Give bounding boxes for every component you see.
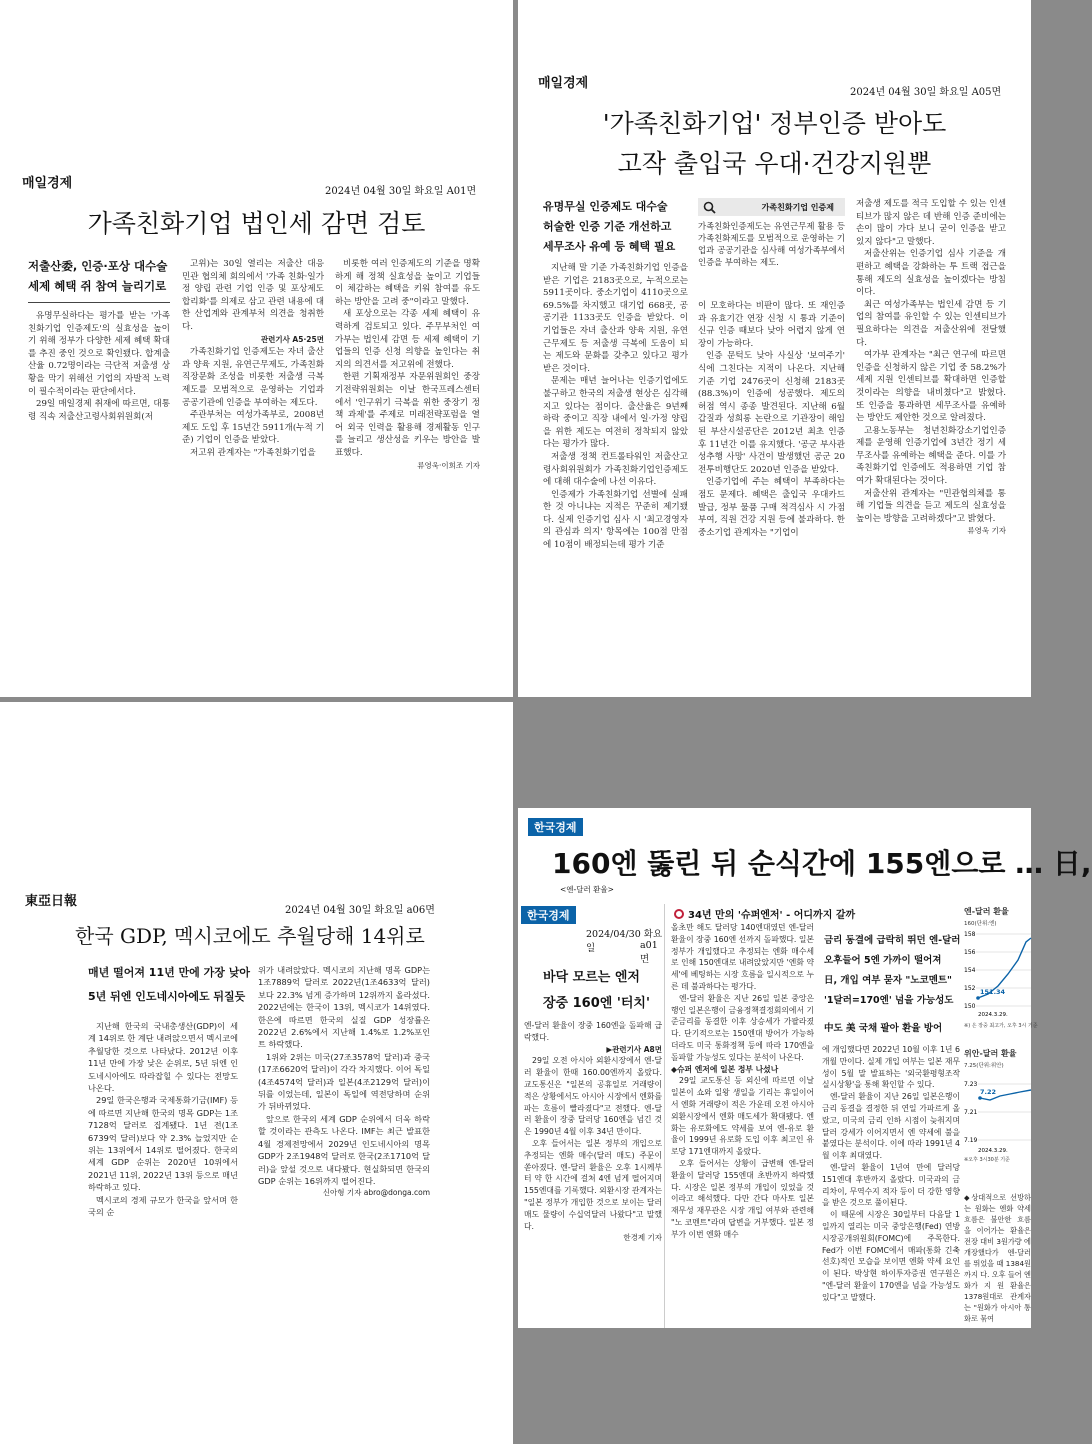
headline: 가족친화기업 법인세 감면 검토 — [87, 209, 426, 238]
info-box-title: 가족친화기업 인증제 — [761, 202, 834, 212]
line-chart — [964, 1072, 1031, 1162]
info-box-body — [698, 220, 845, 268]
subheadline: 장중 160엔 '터치' — [543, 996, 650, 1011]
paragraph: 지난해 말 기준 가족친화기업 인증을 받은 기업은 2183곳으로, 누적으로는 5911곳이다. 중소기업이 4110곳으로 69.5%를 차지했고 대기업 668곳, 공공기관 1133곳도 인증을 받았다. 이 기업들은 자녀 출산과 양육 지원, 유연근무제도 등 저출생 극복에 도움이 되는 제도와 문화를 갖추고 있다고 평가받은 것이다. — [543, 263, 688, 374]
paragraph: 엔-달러 환율이 1년여 만에 달러당 151엔대 후반까지 올랐다. 미국과의 금리차이, 무역수지 적자 등이 더 강한 영향을 받은 것으로 풀이된다. — [822, 1162, 960, 1208]
paragraph: 오후 들어서는 일본 정부의 개입으로 추정되는 엔화 매수(달러 매도) 주문이 쏟아졌다. 엔-달러 환율은 오후 1시께부터 약 한 시간에 걸쳐 4엔 넘게 떨어지며 155엔대를 기록했다. 외환시장 관계자는 "일본 정부가 개입한 것으로 보이는 달러 매도 물량이 수십억달러 나왔다"고 말했다. — [524, 1138, 662, 1231]
article-column — [524, 1020, 662, 1270]
paragraph: 고위)는 30일 열리는 저출산 대응 민관 협의체 회의에서 '가족 친화·일가정 양립 관련 기업 인증 및 포상제도 합리화'를 의제로 삼고 관련 내용에 대한 산업계와 관계부처 의견을 청취한다. — [182, 259, 324, 332]
section-title-text: 34년 만의 '슈퍼엔저' - 어디까지 갈까 — [688, 910, 856, 921]
section-title — [674, 906, 855, 921]
paragraph: 29일 매일경제 취재에 따르면, 대통령 직속 저출산고령사회위원회(저 — [28, 399, 170, 422]
paragraph: 한편 기획재정부 자문위원회인 중장기전략위원회는 이날 한국프레스센터에서 '인구위기 극복을 위한 중장기 정책 과제'를 주제로 미래전략포럼을 열어 외국 인력을 활용해 경제활동 인구를 늘리고 생산성을 키우는 방안을 발표했다. — [335, 372, 480, 458]
paragraph: 주관부처는 여성가족부로, 2008년 제도 도입 후 15년간 5911개(누적 기준) 기업이 인증을 받았다. — [182, 410, 324, 446]
article-column — [543, 262, 688, 574]
x-axis-label: 2024.3.29. — [978, 1148, 1008, 1154]
paragraph: 이 모호하다는 비판이 많다. 또 재인증 과 유효기간 연장 신청 시 통과 기준이 신규 인증 때보다 낮아 어렵지 않게 연장이 가능하다. — [698, 301, 845, 349]
subheadline: 日, 개입 여부 묻자 "노코멘트" — [824, 975, 953, 986]
tick-label: 150 — [964, 1003, 976, 1010]
paragraph: 저출생 제도를 적극 도입할 수 있는 인센티브가 많지 않은 데 반해 인증 준비에는 손이 많이 가다 보니 굳이 인증을 받고 있지 않다"고 말했다. — [856, 199, 1006, 247]
tick-label: 7.19 — [964, 1137, 978, 1144]
subheadline: 바닥 모르는 엔저 — [543, 970, 640, 985]
paragraph: 엔-달러 환율은 지난 26일 일본 중앙은행인 일본은행이 금융정책결정회의에서 기준금리를 동결한 이후 상승세가 가팔라졌다. 단기적으로는 150엔대 방어가 가능하더라도 미국 통화정책 등에 따라 170엔을 돌파할 가능성도 있다는 분석이 나온다. — [671, 993, 815, 1062]
article-page-2 — [518, 0, 1031, 697]
paragraph: 여가부 관계자는 "최근 연구에 따르면 인증을 신청하지 않은 기업 중 58.2%가 세제 지원 인센티브를 확대하면 인증할 것이라는 의향을 내비쳤다"고 밝혔다. 또 인증을 통과하면 세무조사를 유예하는 방안도 제안한 것으로 알려졌다. — [856, 350, 1006, 424]
paragraph: 저고위 관계자는 "가족친화기업을 — [190, 447, 316, 458]
related-articles: ▶관련기사 A8면 — [606, 1044, 662, 1054]
headline: '가족친화기업' 정부인증 받아도 — [602, 109, 947, 138]
tick-label: 158 — [964, 931, 976, 938]
paragraph: 엔-달러 환율이 장중 160엔을 돌파해 급락했다. — [524, 1021, 662, 1042]
paragraph: 지난해 한국의 국내총생산(GDP)이 세계 14위로 한 계단 내려앉으면서 멕시코에 추월당한 것으로 나타났다. 2012년 이후 11년 만에 가장 낮은 순위로, 5년 뒤엔 인도네시아에도 따라잡힐 수 있다는 전망도 나온다. — [88, 1021, 238, 1094]
paragraph: 멕시코의 경제 규모가 한국을 앞서며 한국의 순 — [88, 1194, 238, 1218]
subheadline: 금리 동결에 급락히 뛰던 엔-달러 — [824, 935, 961, 946]
newspaper-logo: 매일경제 — [22, 176, 73, 191]
paragraph: 최근 여성가족부는 법인세 감면 등 기업의 참여를 유인할 수 있는 인센티브가 필요하다는 의견을 저출산위에 전달했다. — [856, 299, 1006, 348]
newspaper-logo: 東亞日報 — [25, 894, 78, 909]
paragraph: 이 때문에 시장은 30일부터 다음달 1일까지 열리는 미국 중앙은행(Fed) 연방시장공개위원회(FOMC)에 주목한다. Fed가 이번 FOMC에서 매파(통화 긴축 선호)적인 모습을 보이면 엔화 약세 요인이 된다. 박상현 하이투자증권 연구원은 "엔-달러 환율이 170엔을 넘을 가능성도 있다"고 말했다. — [822, 1210, 960, 1302]
article-column — [335, 258, 480, 478]
page-number: a01면 — [640, 940, 658, 965]
article-page-3 — [0, 702, 513, 1444]
subheadline: 세제 혜택 쥐 참여 늘리기로 — [28, 279, 167, 293]
data-label: 7.22 — [980, 1088, 997, 1096]
subheadline: 허술한 인증 기준 개선하고 — [543, 220, 672, 233]
chart-title: 엔-달러 환율 — [964, 907, 1009, 916]
chart-note: ※오후 3시30분 기준 — [964, 1157, 1010, 1163]
publication-date: 2024년 04월 30일 화요일 a06면 — [285, 905, 435, 916]
paragraph: 29일 교도통신 등 외신에 따르면 이날 일본이 쇼와 일왕 생일을 기리는 휴일이어서 엔화 거래량이 적은 가운데 오전 아시아 외환시장에서 엔화 매도세가 확대됐다. 엔화는 유로화에도 약세를 보여 엔-유로 환율이 1999년 유로화 도입 이후 최고인 유로당 171엔대까지 올랐다. — [671, 1076, 814, 1157]
byline: 류영욱·이희조 기자 — [417, 460, 480, 470]
info-box — [698, 198, 845, 290]
data-point — [976, 996, 980, 1000]
paragraph: 1위와 2위는 미국(27조3578억 달러)과 중국(17조6620억 달러)이 각각 차지했다. 이어 독일(4조4574억 달러)과 일본(4조2129억 달러)이 뒤를 이었는데, 일본이 독일에 역전당하며 순위가 뒤바뀌었다. — [258, 1051, 430, 1112]
subheadline: 세무조사 유예 등 혜택 필요 — [543, 240, 676, 253]
headline: 고작 출입국 우대·건강지원뿐 — [617, 149, 932, 178]
publication-date: 2024년 04월 30일 화요일 A05면 — [850, 87, 1002, 98]
paragraph: 앞으로 한국의 세계 GDP 순위에서 더욱 하락할 것이라는 관측도 나온다. IMF는 최근 발표한 4월 경제전망에서 2029년 인도네시아의 명목 GDP가 2조1948억 달러로 한국(2조1710억 달러)을 앞설 것으로 내다봤다. 현실화되면 한국의 GDP 순위는 16위까지 떨어진다. — [258, 1113, 430, 1186]
tick-label: 7.21 — [964, 1109, 978, 1116]
info-box-header — [698, 198, 845, 216]
sparkle-icon — [674, 909, 684, 919]
article-column — [258, 964, 430, 1234]
paragraph: 비롯한 여러 인증제도의 기준을 명확하게 해 정책 실효성을 높이고 기업들이 체감하는 혜택을 키워 참여를 유도하는 방안을 고려 중"이라고 말했다. — [335, 259, 480, 307]
paragraph: 새 포상으로는 각종 세제 혜택이 유력하게 검토되고 있다. 주무부처인 여가부는 법인세 감면 등 세제 혜택이 기업들의 인증 신청 의향을 높인다는 취지의 의견서를 저고위에 전했다. — [335, 309, 480, 370]
line-chart — [964, 930, 1031, 1020]
related-articles: 관련기사 A5·25면 — [260, 334, 324, 344]
tick-label: 152 — [964, 985, 976, 992]
subheadline: 中도 美 국채 팔아 환율 방어 — [824, 1023, 943, 1034]
subheadline: 5년 뒤엔 인도네시아에도 뒤질듯 — [88, 990, 246, 1003]
byline: 신아형 기자 abro@donga.com — [322, 1188, 430, 1198]
article-column — [856, 198, 1006, 574]
article-column — [182, 258, 324, 478]
paragraph: 엔-달러 환율이 지난 26일 일본은행이 금리 동결을 결정한 뒤 연일 가파르게 올랐고, 미국의 금리 인하 시점이 늦춰지며 달러 강세가 이어지면서 엔 약세에 불을 붙였다는 분석이다. 이에 따라 1991년 4월 이후 최대였다. — [822, 1092, 960, 1161]
x-axis-label: 2024.3.29. — [978, 1012, 1008, 1018]
data-label: 151.34 — [980, 988, 1006, 996]
article-column — [964, 1192, 1031, 1322]
data-point — [978, 1096, 982, 1100]
newspaper-logo: 한국경제 — [528, 818, 583, 836]
headline: 160엔 뚫린 뒤 순식간에 155엔으로 … 日, — [552, 847, 1092, 880]
paragraph: 저출산위는 인증기업 심사 기준을 개편하고 혜택을 강화하는 투 트랙 접근을 통해 제도의 실효성을 높이겠다는 방침이다. — [856, 249, 1006, 298]
yuan-rate-chart — [964, 1048, 1031, 1188]
article-column — [28, 310, 170, 470]
paragraph: 올초만 해도 달러당 140엔대였던 엔-달러 환율이 장중 160엔 선까지 돌파했다. 일본 정부가 개입했다고 추정되는 엔화 매수세로 인해 150엔대로 내려앉았지만 '엔화 약세'에 베팅하는 시장 흐름을 일시적으로 누른 데 불과하다는 평가다. — [671, 923, 814, 991]
tick-label: 156 — [964, 949, 976, 956]
chart-note: ※) 은 장중 최고가, 오후 3시 기준 — [964, 1023, 1038, 1029]
exchange-rate-chart — [964, 906, 1038, 1046]
subheadline: 저출산委, 인증·포상 대수술 — [28, 259, 168, 273]
divider — [28, 302, 170, 303]
paragraph: ◆슈퍼 엔저에 일본 정부 나섰나 — [671, 1064, 779, 1074]
paragraph: 저출생 정책 컨트롤타워인 저출산고령사회위원회가 가족친화기업인증제도에 대해 대수술에 나선 이유다. — [543, 451, 688, 488]
subheadline: 오후들어 5엔 가까이 떨어져 — [824, 955, 942, 966]
paragraph: 29일 오전 아시아 외환시장에서 엔-달러 환율이 한때 160.00엔까지 올랐다. 교도통신은 "일본의 공휴일로 거래량이 적은 상황에서도 아시아 시장에서 엔화를 파는 흐름이 빨라졌다"고 전했다. 엔-달러 환율이 장중 달러당 160엔을 넘긴 것은 1990년 4월 이후 34년 만이다. — [524, 1056, 662, 1137]
paragraph: 가족친화기업 인증제도는 자녀 출산과 양육 지원, 유연근무제도, 가족친화 직장문화 조성을 비롯한 저출생 극복 제도를 모범적으로 운영하는 기업과 공공기관에 인증을 부여하는 제도다. — [182, 347, 324, 408]
article-column — [698, 300, 845, 574]
article-column — [671, 922, 814, 1322]
subheadline: '1달러=170엔' 넘을 가능성도 — [824, 995, 954, 1006]
byline: 류영욱 기자 — [967, 526, 1006, 536]
article-column — [822, 1044, 960, 1324]
newspaper-logo: 매일경제 — [538, 76, 589, 91]
tick-label: 154 — [964, 967, 976, 974]
chart-unit: 160(단위:엔) — [964, 921, 997, 927]
headline: 한국 GDP, 멕시코에도 추월당해 14위로 — [75, 924, 425, 948]
article-page-4 — [518, 808, 1092, 1328]
paragraph: 가족친화인증제도는 유연근무제 활용 등 가족친화제도를 모범적으로 운영하는 기업과 공공기관을 심사해 여성가족부에서 인증을 부여하는 제도. — [698, 221, 845, 267]
article-page-1 — [0, 0, 513, 697]
subheadline: 유명무실 인증제도 대수술 — [543, 200, 668, 213]
paragraph: 고용노동부는 청년친화강소기업인증제를 운영해 인증기업에 3년간 정기 세무조사를 유예하는 혜택을 준다. 이를 가족친화기업 인증에도 적용하면 기업 참여가 확대된다는 것이다. — [856, 425, 1006, 487]
newspaper-logo: 한국경제 — [521, 906, 576, 924]
publication-date: 2024년 04월 30일 화요일 A01면 — [325, 186, 477, 197]
paragraph: ◆상대적으로 선방하는 원화는 엔화 약세 흐름은 불안한 흐름을 이어가는 환율은 전장 대비 3원가량 에 개장했다가 엔-달러 를 뛰었을 때 1384원까지 다. 오후 들어 엔화가 지 원 환율은 1378원대로 관계자는 "원화가 아시아 통화로 묶여 — [964, 1193, 1031, 1323]
paragraph: 유명무실하다는 평가를 받는 '가족친화기업 인증제도'의 실효성을 높이기 위해 정부가 다양한 세제 혜택 확대를 추진 중인 것으로 확인됐다. 합계출산율 0.72명이라는 극단적 저출생 상황을 막기 위해선 기업의 자발적 노력이 필수적이라는 판단에서다. — [28, 311, 170, 397]
paragraph: 문제는 매년 늘어나는 인증기업에도 불구하고 한국의 저출생 현상은 심각해지고 있다는 점이다. 출산율은 9년째 하락 중이고 직장 내에서 일·가정 양립을 위한 제도는 여전히 정착되지 않았다는 평가가 많다. — [543, 376, 688, 450]
chart-title: 위안-달러 환율 — [964, 1049, 1017, 1058]
byline: 한경제 기자 — [623, 1233, 662, 1243]
article-column — [88, 1020, 238, 1230]
paragraph: 29일 한국은행과 국제통화기금(IMF) 등에 따르면 지난해 한국의 명목 GDP는 1조7128억 달러로 집계됐다. 1년 전(1조6739억 달러)보다 약 2.3% 늘었지만 순위는 13위에서 14위로 떨어졌다. 한국의 세계 GDP 순위는 2020년 10위에서 2021년 11위, 2022년 13위 등으로 매년 하락하고 있다. — [88, 1095, 238, 1193]
paragraph: 저출산위 관계자는 "민관협의체를 통해 기업들 의견을 듣고 제도의 실효성을 높이는 방향을 고려하겠다"고 밝혔다. — [856, 488, 1006, 524]
paragraph: 인증제가 가족친화기업 선별에 실패한 것 아니냐는 지적은 꾸준히 제기됐다. 실제 인증기업 심사 시 '최고경영자의 관심과 의지' 항목에는 100점 만점에 10점이 배정되는데 평가 기준 — [543, 489, 688, 551]
paragraph: 인증기업에 주는 혜택이 부족하다는 점도 문제다. 혜택은 출입국 우대카드 발급, 정부 물품 구매 적격심사 시 가점 부여, 직원 건강 지원 등에 불과하다. 한 중소기업 관계자는 "기업이 — [698, 477, 845, 538]
publication-date: 2024/04/30 화요일 — [586, 929, 663, 954]
search-icon — [703, 201, 716, 214]
subheadline: 매년 떨어져 11년 만에 가장 낮아 — [88, 966, 250, 979]
chart-unit: 7.25(단위:위안) — [964, 1063, 1004, 1069]
front-page-box — [518, 904, 665, 1328]
paragraph: 위가 내려앉았다. 멕시코의 지난해 명목 GDP는 1조7889억 달러로 2022년(1조4633억 달러)보다 22.3% 넘게 증가하며 12위까지 올라섰다. 2022년에는 한국이 13위, 멕시코가 14위였다. 한은에 따르면 한국의 실질 GDP 성장률은 2022년 2.6%에서 지난해 1.4%로 1.2%포인트 하락했다. — [258, 965, 430, 1050]
chart-caption: <엔-달러 환율> — [560, 885, 614, 894]
paragraph: 인증 문턱도 낮아 사실상 '보여주기' 식에 그친다는 지적이 나온다. 지난해 기준 기업 2476곳이 신청해 2183곳(88.3%)이 인증에 성공했다. 제도의 허점 역시 종종 발견된다. 지난해 6월 갑질과 성희롱 논란으로 기관장이 해임된 부산시설공단은 2012년 최초 인증 후 11년간 이를 유지했다. '공군 부사관 성추행 사망' 사건이 발생했던 공군 20전투비행단도 2020년 인증을 받았다. — [698, 351, 845, 475]
paragraph: 에 개입했다면 2022년 10월 이후 1년 6개월 만이다. 실제 개입 여부는 일본 재무성이 5월 말 발표하는 '외국환평형조작 실시상황'을 통해 확인할 수 있다. — [822, 1045, 960, 1090]
paragraph: 오후 들어서는 상황이 급변해 엔-달러 환율이 달러당 155엔대 초반까지 하락했다. 시장은 일본 정부의 개입이 있었을 것이라고 해석했다. 다만 간다 마사토 일본 재무성 재무관은 시장 개입 여부와 관련해 "노 코멘트"라며 답변을 거부했다. 일본 정부가 이번 엔화 매수 — [671, 1158, 814, 1239]
tick-label: 7.23 — [964, 1081, 978, 1088]
